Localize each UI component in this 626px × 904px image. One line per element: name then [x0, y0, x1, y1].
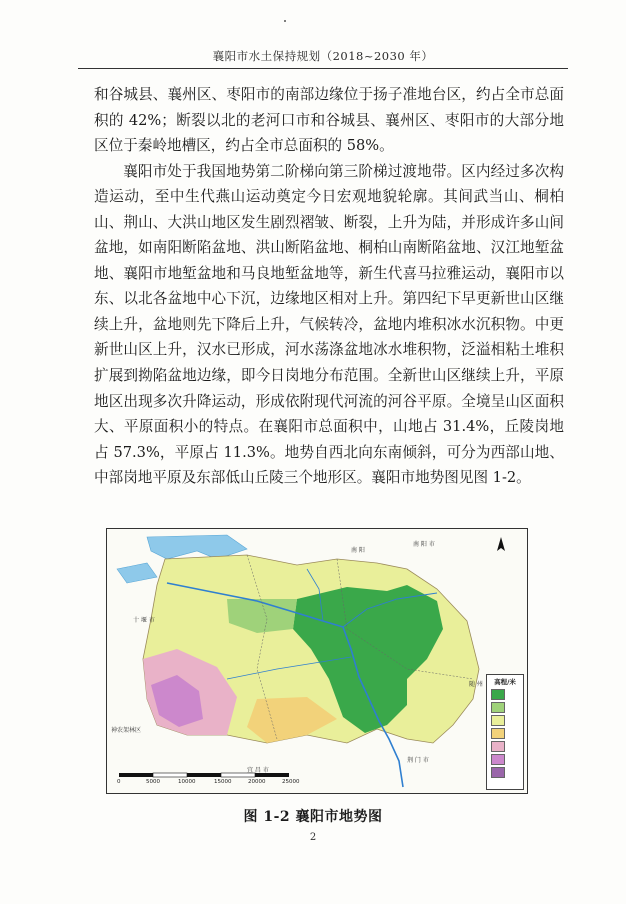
running-header: 襄阳市水土保持规划（2018~2030 年）: [212, 49, 434, 63]
legend-swatch: [491, 767, 505, 778]
scale-label: 25000: [282, 779, 300, 785]
map-label: 南 阳 市: [413, 541, 435, 548]
map-label: 随 州: [469, 681, 483, 688]
legend-swatch: [491, 754, 505, 765]
map-label: 宜 昌 市: [247, 767, 269, 774]
elevation-legend: [486, 674, 524, 790]
scan-speck: [284, 20, 286, 22]
scale-label: 5000: [146, 779, 160, 785]
terrain-map-figure: [106, 528, 528, 794]
legend-swatch: [491, 741, 505, 752]
reservoir-shape: [117, 563, 157, 583]
terrain-map: [107, 529, 527, 793]
scale-label: 15000: [214, 779, 232, 785]
figure-caption: 图 1-2 襄阳市地势图: [243, 809, 383, 825]
north-arrow-icon: [497, 537, 505, 551]
legend-swatch: [491, 702, 505, 713]
map-label: 南 阳: [351, 547, 365, 554]
header-rule: [78, 68, 568, 69]
map-label: 十 堰 市: [133, 617, 155, 624]
legend-swatch: [491, 689, 505, 700]
page-number: 2: [309, 832, 317, 843]
paragraph-2: 襄阳市处于我国地势第二阶梯向第三阶梯过渡地带。区内经过多次构造运动，至中生代燕山运动奠定今日宏观地貌轮廓。其间武当山、桐柏山、荆山、大洪山地区发生剧烈褶皱、断裂，上升为陆，并形成许多山间盆地，如南阳断陷盆地、洪山断陷盆地、桐柏山南断陷盆地、汉江地堑盆地、襄阳市地堑盆地和马良地堑盆地等，新生代喜马拉雅运动，襄阳市以东、以北各盆地中心下沉，边缘地区相对上升。第四纪下早更新世山区继续上升，盆地则先下降后上升，气候转冷，盆地内堆积冰水沉积物。中更新世山区上升，汉水已形成，河水荡涤盆地冰水堆积物，泛溢相粘土堆积扩展到拗陷盆地边缘，即今日岗地分布范围。全新世山区继续上升，平原地区出现多次升降运动，形成依附现代河流的河谷平原。全境呈山区面积大、平原面积小的特点。在襄阳市总面积中，山地占 31.4%，丘陵岗地占 57.3%，平原占 11.3%。地势自西北向东南倾斜，可分为西部山地、中部岗地平原及东部低山丘陵三个地形区。襄阳市地势图见图 1-2。: [94, 162, 564, 487]
map-label: 荆 门 市: [407, 757, 429, 764]
scale-label: 20000: [248, 779, 266, 785]
legend-title: 高程/米: [494, 678, 516, 686]
legend-swatch: [491, 728, 505, 739]
scale-label: 10000: [178, 779, 196, 785]
paragraph-1: 和谷城县、襄州区、枣阳市的南部边缘位于扬子准地台区，约占全市总面积的 42%；断裂以北的老河口市和谷城县、襄州区、枣阳市的大部分地区位于秦岭地槽区，约占全市总面积的 58%。: [94, 86, 564, 155]
body-text: [94, 82, 564, 491]
map-label: 神农架林区: [111, 727, 142, 734]
legend-swatch: [491, 715, 505, 726]
scale-label: 0: [117, 779, 121, 785]
